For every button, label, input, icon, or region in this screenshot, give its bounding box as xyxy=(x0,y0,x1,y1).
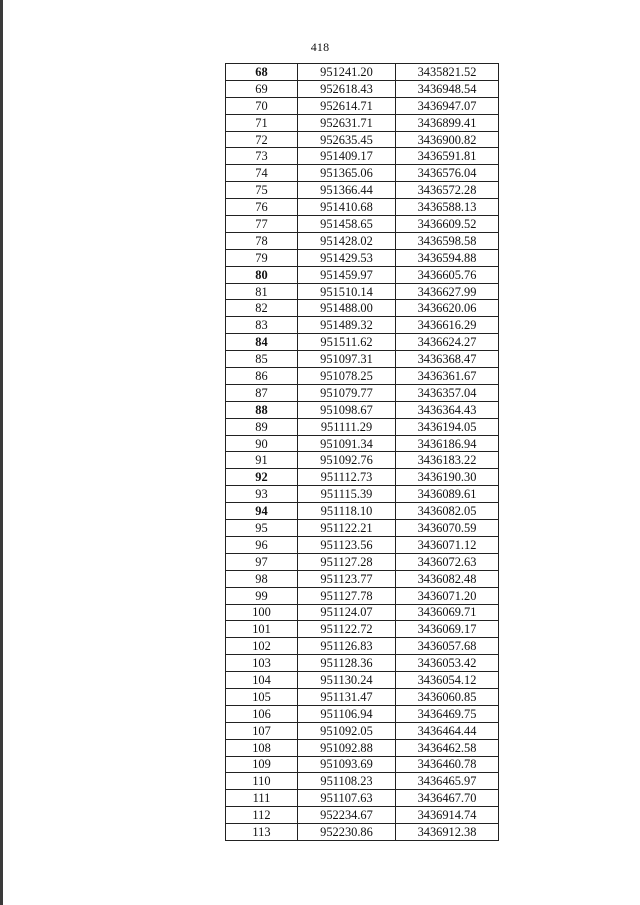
x-coordinate-cell: 951118.10 xyxy=(298,503,396,520)
point-number-cell: 100 xyxy=(226,604,298,621)
point-number-cell: 95 xyxy=(226,520,298,537)
table-row xyxy=(226,604,499,621)
table-row xyxy=(226,790,499,807)
table-row xyxy=(226,334,499,351)
x-coordinate-cell: 951122.72 xyxy=(298,621,396,638)
table-row xyxy=(226,266,499,283)
y-coordinate-cell: 3436594.88 xyxy=(396,249,499,266)
point-number-cell: 99 xyxy=(226,587,298,604)
point-number-cell: 85 xyxy=(226,351,298,368)
x-coordinate-cell: 951123.77 xyxy=(298,570,396,587)
point-number-cell: 83 xyxy=(226,317,298,334)
x-coordinate-cell: 951365.06 xyxy=(298,165,396,182)
y-coordinate-cell: 3436070.59 xyxy=(396,520,499,537)
point-number-cell: 69 xyxy=(226,80,298,97)
point-number-cell: 72 xyxy=(226,131,298,148)
x-coordinate-cell: 951510.14 xyxy=(298,283,396,300)
table-row xyxy=(226,503,499,520)
x-coordinate-cell: 951127.28 xyxy=(298,553,396,570)
page-number: 418 xyxy=(310,40,330,54)
table-row xyxy=(226,722,499,739)
point-number-cell: 77 xyxy=(226,216,298,233)
x-coordinate-cell: 951366.44 xyxy=(298,182,396,199)
table-row xyxy=(226,131,499,148)
table-row xyxy=(226,300,499,317)
table-row xyxy=(226,249,499,266)
point-number-cell: 104 xyxy=(226,672,298,689)
point-number-cell: 80 xyxy=(226,266,298,283)
x-coordinate-cell: 951428.02 xyxy=(298,232,396,249)
x-coordinate-cell: 951111.29 xyxy=(298,418,396,435)
point-number-cell: 106 xyxy=(226,705,298,722)
table-row xyxy=(226,452,499,469)
y-coordinate-cell: 3436071.12 xyxy=(396,536,499,553)
y-coordinate-cell: 3436089.61 xyxy=(396,486,499,503)
x-coordinate-cell: 952635.45 xyxy=(298,131,396,148)
page-edge-shadow xyxy=(0,0,3,905)
table-row xyxy=(226,418,499,435)
x-coordinate-cell: 951409.17 xyxy=(298,148,396,165)
point-number-cell: 86 xyxy=(226,368,298,385)
point-number-cell: 76 xyxy=(226,199,298,216)
point-number-cell: 74 xyxy=(226,165,298,182)
y-coordinate-cell: 3436357.04 xyxy=(396,384,499,401)
x-coordinate-cell: 951115.39 xyxy=(298,486,396,503)
table-row xyxy=(226,469,499,486)
x-coordinate-cell: 951127.78 xyxy=(298,587,396,604)
table-row xyxy=(226,520,499,537)
point-number-cell: 110 xyxy=(226,773,298,790)
point-number-cell: 108 xyxy=(226,739,298,756)
table-row xyxy=(226,148,499,165)
point-number-cell: 92 xyxy=(226,469,298,486)
table-row xyxy=(226,182,499,199)
table-row xyxy=(226,807,499,824)
y-coordinate-cell: 3436605.76 xyxy=(396,266,499,283)
x-coordinate-cell: 951488.00 xyxy=(298,300,396,317)
table-row xyxy=(226,368,499,385)
point-number-cell: 94 xyxy=(226,503,298,520)
point-number-cell: 111 xyxy=(226,790,298,807)
x-coordinate-cell: 951128.36 xyxy=(298,655,396,672)
y-coordinate-cell: 3436465.97 xyxy=(396,773,499,790)
table-row xyxy=(226,80,499,97)
y-coordinate-cell: 3436620.06 xyxy=(396,300,499,317)
x-coordinate-cell: 952618.43 xyxy=(298,80,396,97)
x-coordinate-cell: 951489.32 xyxy=(298,317,396,334)
x-coordinate-cell: 951122.21 xyxy=(298,520,396,537)
point-number-cell: 97 xyxy=(226,553,298,570)
table-row xyxy=(226,587,499,604)
table-row xyxy=(226,64,499,81)
point-number-cell: 71 xyxy=(226,114,298,131)
y-coordinate-cell: 3436183.22 xyxy=(396,452,499,469)
table-row xyxy=(226,739,499,756)
point-number-cell: 79 xyxy=(226,249,298,266)
y-coordinate-cell: 3436947.07 xyxy=(396,97,499,114)
x-coordinate-cell: 951092.76 xyxy=(298,452,396,469)
point-number-cell: 73 xyxy=(226,148,298,165)
table-row xyxy=(226,486,499,503)
y-coordinate-cell: 3436082.48 xyxy=(396,570,499,587)
table-row xyxy=(226,216,499,233)
x-coordinate-cell: 951078.25 xyxy=(298,368,396,385)
table-row xyxy=(226,655,499,672)
y-coordinate-cell: 3436462.58 xyxy=(396,739,499,756)
point-number-cell: 105 xyxy=(226,688,298,705)
y-coordinate-cell: 3436627.99 xyxy=(396,283,499,300)
table-row xyxy=(226,283,499,300)
y-coordinate-cell: 3436194.05 xyxy=(396,418,499,435)
table-row xyxy=(226,705,499,722)
y-coordinate-cell: 3436899.41 xyxy=(396,114,499,131)
y-coordinate-cell: 3436900.82 xyxy=(396,131,499,148)
table-row xyxy=(226,351,499,368)
table-row xyxy=(226,165,499,182)
x-coordinate-cell: 951126.83 xyxy=(298,638,396,655)
point-number-cell: 96 xyxy=(226,536,298,553)
x-coordinate-cell: 952234.67 xyxy=(298,807,396,824)
point-number-cell: 75 xyxy=(226,182,298,199)
table-row xyxy=(226,114,499,131)
y-coordinate-cell: 3436467.70 xyxy=(396,790,499,807)
y-coordinate-cell: 3436588.13 xyxy=(396,199,499,216)
x-coordinate-cell: 951131.47 xyxy=(298,688,396,705)
table-row xyxy=(226,553,499,570)
y-coordinate-cell: 3436464.44 xyxy=(396,722,499,739)
coordinates-table-body xyxy=(226,64,499,841)
y-coordinate-cell: 3436361.67 xyxy=(396,368,499,385)
x-coordinate-cell: 952631.71 xyxy=(298,114,396,131)
x-coordinate-cell: 951079.77 xyxy=(298,384,396,401)
point-number-cell: 90 xyxy=(226,435,298,452)
y-coordinate-cell: 3436190.30 xyxy=(396,469,499,486)
y-coordinate-cell: 3436364.43 xyxy=(396,401,499,418)
x-coordinate-cell: 951410.68 xyxy=(298,199,396,216)
y-coordinate-cell: 3436072.63 xyxy=(396,553,499,570)
y-coordinate-cell: 3436948.54 xyxy=(396,80,499,97)
table-row xyxy=(226,672,499,689)
x-coordinate-cell: 951123.56 xyxy=(298,536,396,553)
point-number-cell: 88 xyxy=(226,401,298,418)
y-coordinate-cell: 3436069.71 xyxy=(396,604,499,621)
point-number-cell: 98 xyxy=(226,570,298,587)
y-coordinate-cell: 3436460.78 xyxy=(396,756,499,773)
x-coordinate-cell: 951098.67 xyxy=(298,401,396,418)
point-number-cell: 68 xyxy=(226,64,298,81)
y-coordinate-cell: 3436576.04 xyxy=(396,165,499,182)
table-row xyxy=(226,384,499,401)
table-row xyxy=(226,97,499,114)
table-row xyxy=(226,688,499,705)
x-coordinate-cell: 951093.69 xyxy=(298,756,396,773)
table-row xyxy=(226,401,499,418)
table-row xyxy=(226,638,499,655)
x-coordinate-cell: 951097.31 xyxy=(298,351,396,368)
x-coordinate-cell: 951124.07 xyxy=(298,604,396,621)
x-coordinate-cell: 951511.62 xyxy=(298,334,396,351)
point-number-cell: 89 xyxy=(226,418,298,435)
point-number-cell: 112 xyxy=(226,807,298,824)
y-coordinate-cell: 3436624.27 xyxy=(396,334,499,351)
table-row xyxy=(226,570,499,587)
point-number-cell: 102 xyxy=(226,638,298,655)
table-row xyxy=(226,435,499,452)
x-coordinate-cell: 952230.86 xyxy=(298,824,396,841)
y-coordinate-cell: 3436368.47 xyxy=(396,351,499,368)
point-number-cell: 107 xyxy=(226,722,298,739)
point-number-cell: 101 xyxy=(226,621,298,638)
table-row xyxy=(226,317,499,334)
point-number-cell: 103 xyxy=(226,655,298,672)
table-row xyxy=(226,773,499,790)
point-number-cell: 81 xyxy=(226,283,298,300)
table-row xyxy=(226,824,499,841)
y-coordinate-cell: 3436469.75 xyxy=(396,705,499,722)
table-row xyxy=(226,756,499,773)
y-coordinate-cell: 3436053.42 xyxy=(396,655,499,672)
coordinates-table xyxy=(225,63,499,841)
x-coordinate-cell: 951458.65 xyxy=(298,216,396,233)
table-row xyxy=(226,199,499,216)
y-coordinate-cell: 3436572.28 xyxy=(396,182,499,199)
y-coordinate-cell: 3436057.68 xyxy=(396,638,499,655)
y-coordinate-cell: 3435821.52 xyxy=(396,64,499,81)
point-number-cell: 93 xyxy=(226,486,298,503)
x-coordinate-cell: 951108.23 xyxy=(298,773,396,790)
x-coordinate-cell: 951241.20 xyxy=(298,64,396,81)
x-coordinate-cell: 951091.34 xyxy=(298,435,396,452)
point-number-cell: 70 xyxy=(226,97,298,114)
x-coordinate-cell: 951429.53 xyxy=(298,249,396,266)
y-coordinate-cell: 3436591.81 xyxy=(396,148,499,165)
y-coordinate-cell: 3436914.74 xyxy=(396,807,499,824)
y-coordinate-cell: 3436071.20 xyxy=(396,587,499,604)
point-number-cell: 91 xyxy=(226,452,298,469)
y-coordinate-cell: 3436186.94 xyxy=(396,435,499,452)
x-coordinate-cell: 951112.73 xyxy=(298,469,396,486)
y-coordinate-cell: 3436054.12 xyxy=(396,672,499,689)
y-coordinate-cell: 3436609.52 xyxy=(396,216,499,233)
point-number-cell: 78 xyxy=(226,232,298,249)
point-number-cell: 113 xyxy=(226,824,298,841)
y-coordinate-cell: 3436082.05 xyxy=(396,503,499,520)
y-coordinate-cell: 3436912.38 xyxy=(396,824,499,841)
point-number-cell: 82 xyxy=(226,300,298,317)
point-number-cell: 84 xyxy=(226,334,298,351)
x-coordinate-cell: 951130.24 xyxy=(298,672,396,689)
point-number-cell: 87 xyxy=(226,384,298,401)
x-coordinate-cell: 952614.71 xyxy=(298,97,396,114)
y-coordinate-cell: 3436069.17 xyxy=(396,621,499,638)
y-coordinate-cell: 3436616.29 xyxy=(396,317,499,334)
y-coordinate-cell: 3436060.85 xyxy=(396,688,499,705)
table-row xyxy=(226,232,499,249)
x-coordinate-cell: 951106.94 xyxy=(298,705,396,722)
table-row xyxy=(226,536,499,553)
table-row xyxy=(226,621,499,638)
point-number-cell: 109 xyxy=(226,756,298,773)
x-coordinate-cell: 951459.97 xyxy=(298,266,396,283)
y-coordinate-cell: 3436598.58 xyxy=(396,232,499,249)
x-coordinate-cell: 951092.05 xyxy=(298,722,396,739)
x-coordinate-cell: 951092.88 xyxy=(298,739,396,756)
x-coordinate-cell: 951107.63 xyxy=(298,790,396,807)
